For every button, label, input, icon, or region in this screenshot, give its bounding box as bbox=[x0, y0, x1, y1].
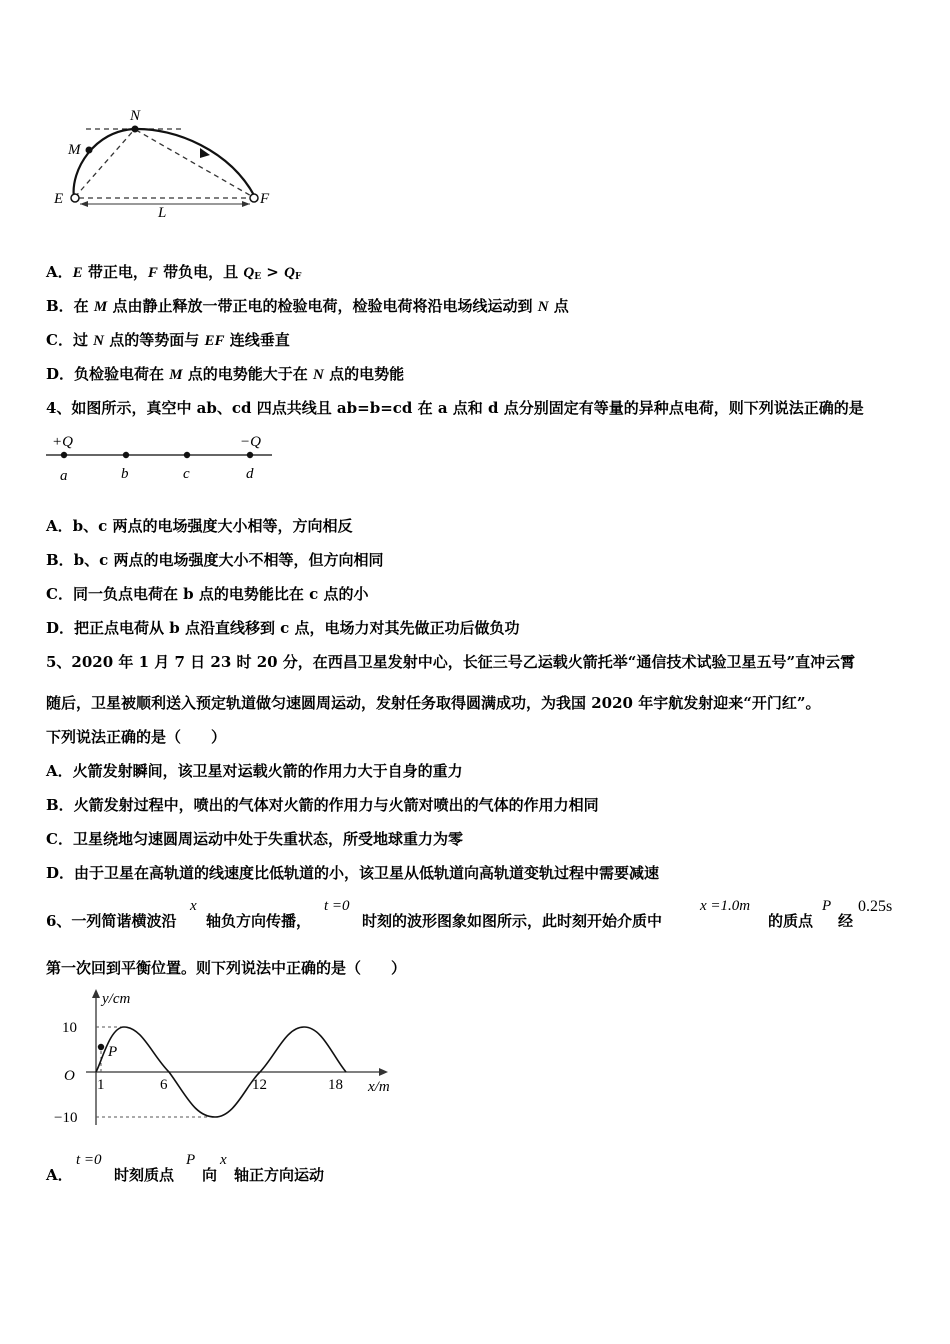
n-f-dash bbox=[136, 130, 253, 197]
q5-stem-line3: 下列说法正确的是（ ） bbox=[46, 728, 227, 746]
q4-option-b: B．b、c 两点的电场强度大小不相等，但方向相同 bbox=[46, 551, 384, 569]
q5-option-c: C．卫星绕地匀速圆周运动中处于失重状态，所受地球重力为零 bbox=[46, 830, 463, 848]
q5-stem-line2: 随后，卫星被顺利送入预定轨道做匀速圆周运动，发射任务取得圆满成功，为我国 2020 年宇航发射迎来“开门红”。 bbox=[46, 694, 821, 712]
label-d: d bbox=[246, 466, 254, 482]
point-d bbox=[247, 452, 253, 458]
charges-figure bbox=[44, 428, 284, 486]
ytick-neg10: −10 bbox=[54, 1110, 78, 1126]
q3-option-c: C．过 N 点的等势面与 EF 连线垂直 bbox=[46, 331, 290, 349]
xtick-1: 1 bbox=[97, 1077, 105, 1093]
field-line-arc bbox=[74, 129, 255, 198]
x-axis-arrow bbox=[379, 1068, 388, 1076]
q3-option-b: B．在 M 点由静止释放一带正电的检验电荷，检验电荷将沿电场线运动到 N 点 bbox=[46, 297, 569, 315]
wave-graph bbox=[50, 985, 410, 1135]
point-c bbox=[184, 452, 190, 458]
q3-option-d: D．负检验电荷在 M 点的电势能大于在 N 点的电势能 bbox=[46, 365, 405, 383]
point-e bbox=[71, 194, 79, 202]
point-a bbox=[61, 452, 67, 458]
xtick-12: 12 bbox=[252, 1077, 267, 1093]
ytick-10: 10 bbox=[62, 1020, 77, 1036]
q3-option-a: A．E 带正电，F 带负电，且 $Q_E > Q_F$ bbox=[46, 263, 302, 282]
point-b bbox=[123, 452, 129, 458]
label-n: N bbox=[130, 108, 141, 124]
label-plus-q: +Q bbox=[52, 434, 73, 450]
label-a: a bbox=[60, 468, 68, 484]
q6-stem-line2: 第一次回到平衡位置。则下列说法中正确的是（ ） bbox=[46, 959, 407, 977]
label-c: c bbox=[183, 466, 190, 482]
field-line-figure bbox=[50, 100, 280, 225]
label-m: M bbox=[68, 142, 81, 158]
point-m bbox=[86, 147, 93, 154]
q6-stem-line1: 6、一列简谐横波沿 x 轴负方向传播， t =0 时刻的波形图象如图所示，此时刻开始介质中 x =1.0m 的质点 P 经 0.25s bbox=[46, 898, 893, 930]
l-arrow-right bbox=[242, 201, 250, 207]
p-label: P bbox=[108, 1044, 118, 1060]
q5-option-a: A．火箭发射瞬间，该卫星对运载火箭的作用力大于自身的重力 bbox=[46, 762, 463, 780]
q5-stem-line1: 5、2020 年 1 月 7 日 23 时 20 分，在西昌卫星发射中心，长征三号乙运载火箭托举“通信技术试验卫星五号”直冲云霄 bbox=[46, 653, 856, 671]
label-minus-q: −Q bbox=[240, 434, 261, 450]
label-b: b bbox=[121, 466, 129, 482]
y-axis-label: y/cm bbox=[102, 991, 131, 1007]
point-n bbox=[132, 126, 139, 133]
q5-option-b: B．火箭发射过程中，喷出的气体对火箭的作用力与火箭对喷出的气体的作用力相同 bbox=[46, 796, 599, 814]
point-p bbox=[98, 1044, 104, 1050]
origin-label: O bbox=[64, 1068, 75, 1084]
q4-option-d: D．把正点电荷从 b 点沿直线移到 c 点，电场力对其先做正功后做负功 bbox=[46, 619, 520, 637]
label-e: E bbox=[54, 191, 64, 207]
e-n-dash bbox=[75, 130, 134, 197]
xtick-6: 6 bbox=[160, 1077, 168, 1093]
x-axis-label: x/m bbox=[368, 1079, 390, 1095]
label-l: L bbox=[158, 205, 167, 221]
xtick-18: 18 bbox=[328, 1077, 343, 1093]
y-axis-arrow bbox=[92, 989, 100, 998]
q4-option-a: A．b、c 两点的电场强度大小相等，方向相反 bbox=[46, 517, 353, 535]
q6-option-a: A． t =0 时刻质点 P 向 x 轴正方向运动 bbox=[46, 1152, 325, 1184]
label-f: F bbox=[260, 191, 270, 207]
q4-stem: 4、如图所示，真空中 ab、cd 四点共线且 ab=b=cd 在 a 点和 d 点分别固定有等量的异种点电荷，则下列说法正确的是 bbox=[46, 399, 864, 417]
l-arrow-left bbox=[80, 201, 88, 207]
point-f bbox=[250, 194, 258, 202]
q5-option-d: D．由于卫星在高轨道的线速度比低轨道的小，该卫星从低轨道向高轨道变轨过程中需要减速 bbox=[46, 864, 660, 882]
q4-option-c: C．同一负点电荷在 b 点的电势能比在 c 点的小 bbox=[46, 585, 369, 603]
